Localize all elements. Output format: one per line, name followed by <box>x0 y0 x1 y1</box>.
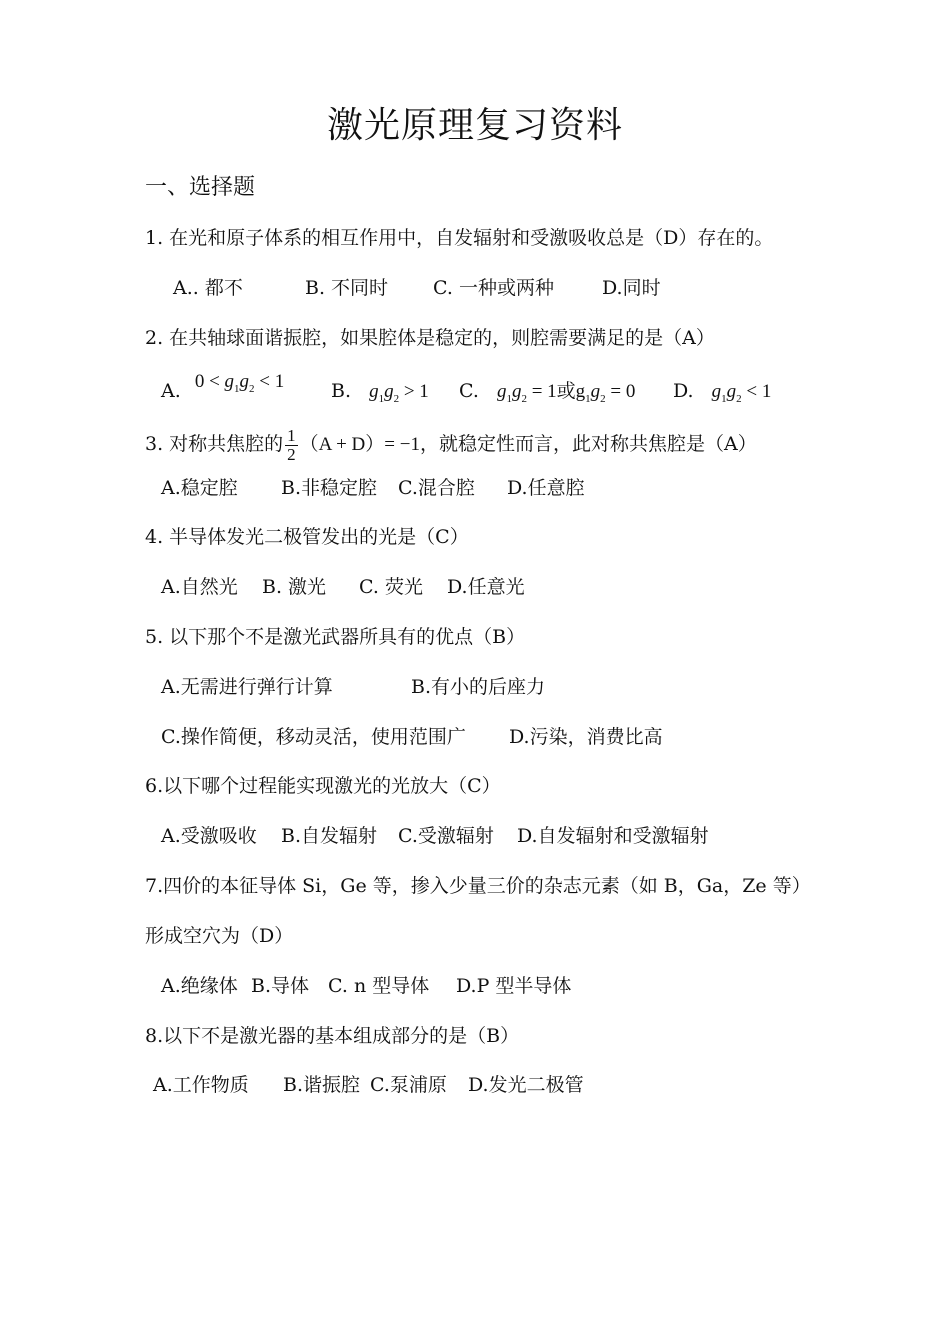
q2-option-a-label: A. <box>161 380 181 402</box>
q7-option-a: A.绝缘体 <box>161 975 238 997</box>
q3-fraction: $\frac{1}{2}$ <box>287 425 296 464</box>
q6-option-b: B.自发辐射 <box>281 825 378 847</box>
q2-option-c <box>459 377 635 413</box>
q4-option-a: A.自然光 <box>161 576 238 598</box>
q1-option-d: D.同时 <box>602 277 661 299</box>
page-title: 激光原理复习资料 <box>326 105 623 146</box>
q6-option-c: C.受激辐射 <box>398 825 494 847</box>
q2-option-c-formula: $g_1g_2 = 1$或$g_1g_2 = 0$ <box>496 381 636 405</box>
q3-option-b: B.非稳定腔 <box>281 477 378 499</box>
question-8: 8.以下不是激光器的基本组成部分的是（B） <box>145 1025 520 1047</box>
q2-option-b <box>331 377 429 413</box>
q7-option-d: D.P 型半导体 <box>456 975 572 997</box>
q3-option-a: A.稳定腔 <box>161 477 238 499</box>
q1-option-a: A.. 都不 <box>173 277 243 299</box>
question-4: 4. 半导体发光二极管发出的光是（C） <box>145 526 469 548</box>
q2-option-c-label: C. <box>459 380 479 402</box>
section-heading: 一、选择题 <box>145 175 256 200</box>
q4-option-d: D.任意光 <box>447 576 525 598</box>
q5-option-d: D.污染，消费比高 <box>509 726 663 748</box>
q4-option-b: B. 激光 <box>262 576 327 598</box>
q2-option-b-formula: $g_1g_2 > 1$ <box>369 381 429 405</box>
question-1: 1. 在光和原子体系的相互作用中，自发辐射和受激吸收总是（D）存在的。 <box>145 227 774 249</box>
q8-option-c: C.泵浦原 <box>370 1074 447 1096</box>
q2-option-d-label: D. <box>673 380 694 402</box>
q2-option-d <box>673 377 771 413</box>
q2-option-a <box>161 371 285 413</box>
q5-option-c: C.操作简便，移动灵活，使用范围广 <box>161 726 466 748</box>
q2-option-d-formula: $g_1g_2 < 1$ <box>711 381 772 405</box>
q8-option-b: B.谐振腔 <box>283 1074 361 1096</box>
question-7-continued: 形成空穴为（D） <box>145 925 294 947</box>
question-3: 3. 对称共焦腔的 $\frac{1}{2}$ （A + D）= −1，就稳定性而言，此对称共焦腔是（A） <box>145 425 757 464</box>
q6-option-d: D.自发辐射和受激辐射 <box>517 825 709 847</box>
q7-option-c: C. n 型导体 <box>328 975 430 997</box>
q3-option-d: D.任意腔 <box>507 477 585 499</box>
question-2: 2. 在共轴球面谐振腔，如果腔体是稳定的，则腔需要满足的是（A） <box>145 327 715 349</box>
q7-option-b: B.导体 <box>251 975 310 997</box>
question-6: 6.以下哪个过程能实现激光的光放大（C） <box>145 775 501 797</box>
q8-option-a: A.工作物质 <box>153 1074 249 1096</box>
q4-option-c: C. 荧光 <box>359 576 423 598</box>
q2-option-a-formula: $0 < g_1g_2 < 1$ <box>194 371 285 395</box>
q3-option-c: C.混合腔 <box>398 477 475 499</box>
q8-option-d: D.发光二极管 <box>468 1074 584 1096</box>
q5-option-a: A.无需进行弹行计算 <box>161 676 333 698</box>
q1-option-b: B. 不同时 <box>305 277 389 299</box>
question-5: 5. 以下那个不是激光武器所具有的优点（B） <box>145 626 526 648</box>
q5-option-b: B.有小的后座力 <box>411 676 546 698</box>
q2-option-b-label: B. <box>331 380 352 402</box>
q6-option-a: A.受激吸收 <box>161 825 257 847</box>
q1-option-c: C. 一种或两种 <box>433 277 554 299</box>
question-7: 7.四价的本征导体 Si，Ge 等，掺入少量三价的杂志元素（如 B，Ga，Ze 等） <box>145 875 811 897</box>
